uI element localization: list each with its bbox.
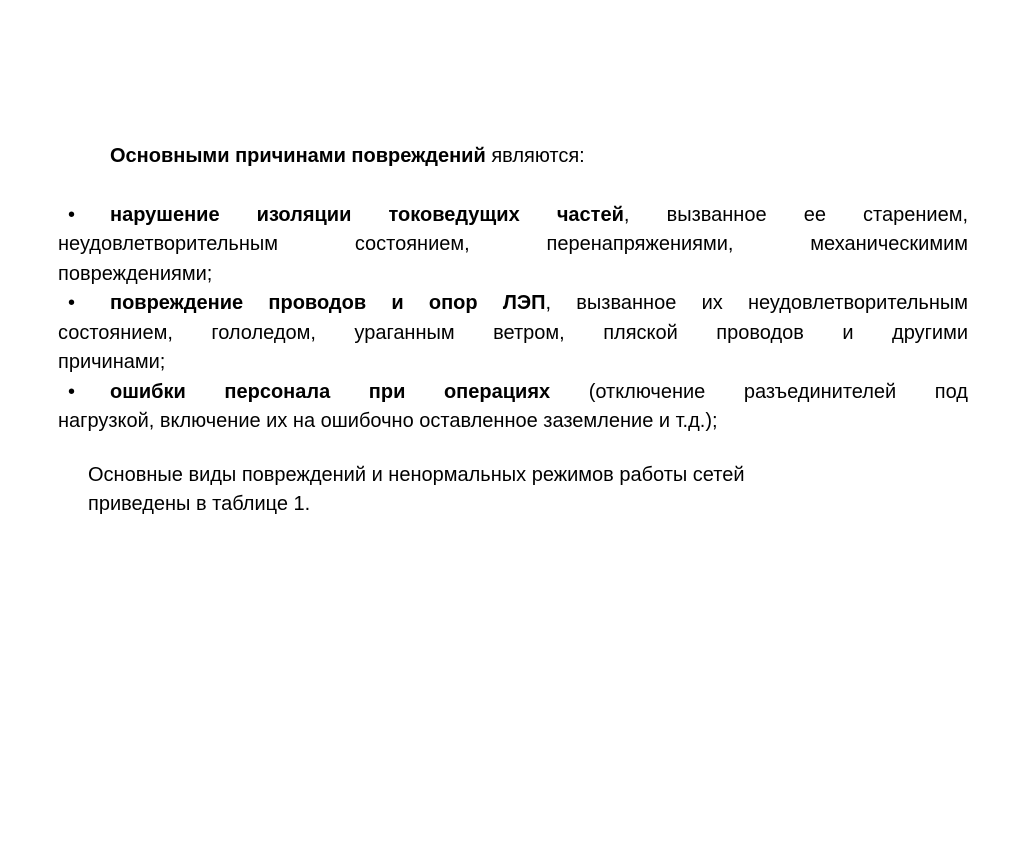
- bullet-3-bold-text: ошибки персонала при операциях: [110, 380, 551, 403]
- bullet-2-line-1: [58, 289, 968, 319]
- bullet-2-line-3: причинами;: [58, 351, 166, 373]
- bullet-3-line-2: нагрузкой, включение их на ошибочно оставленное заземление и т.д.);: [58, 410, 718, 432]
- closing-paragraph: [58, 461, 968, 520]
- bullet-icon: •: [68, 292, 76, 314]
- closing-line-1: Основные виды повреждений и ненормальных режимов работы сетей: [88, 463, 745, 486]
- bullet-1-bold-text: нарушение изоляции токоведущих частей: [110, 203, 624, 226]
- heading-regular-text: являются:: [485, 145, 585, 167]
- bullet-2-line-1-rest: , вызванное их неудовлетворительным: [545, 292, 968, 314]
- bullet-icon: •: [68, 203, 76, 226]
- bullet-1-line-1-rest: , вызванное ее старением,: [623, 203, 969, 226]
- closing-line-2: приведены в таблице 1.: [88, 493, 311, 515]
- heading-bold-text: Основными причинами повреждений: [110, 145, 486, 167]
- bullet-1-line-2: неудовлетворительным состоянием, перенапряжениями, механическимим: [58, 233, 968, 255]
- bullet-3-line-1: [58, 378, 968, 408]
- bullet-2-line-2: состоянием, гололедом, ураганным ветром, пляской проводов и другими: [58, 321, 968, 344]
- bullet-2-bold-text: повреждение проводов и опор ЛЭП: [110, 292, 546, 314]
- bullet-3-line-1-rest: (отключение разъединителей под: [550, 380, 968, 403]
- slide-body: [58, 142, 968, 520]
- bullet-1-line-1: [58, 201, 968, 231]
- heading: [58, 142, 968, 172]
- bullet-1-line-3: повреждениями;: [58, 262, 213, 285]
- bullet-icon: •: [68, 380, 76, 403]
